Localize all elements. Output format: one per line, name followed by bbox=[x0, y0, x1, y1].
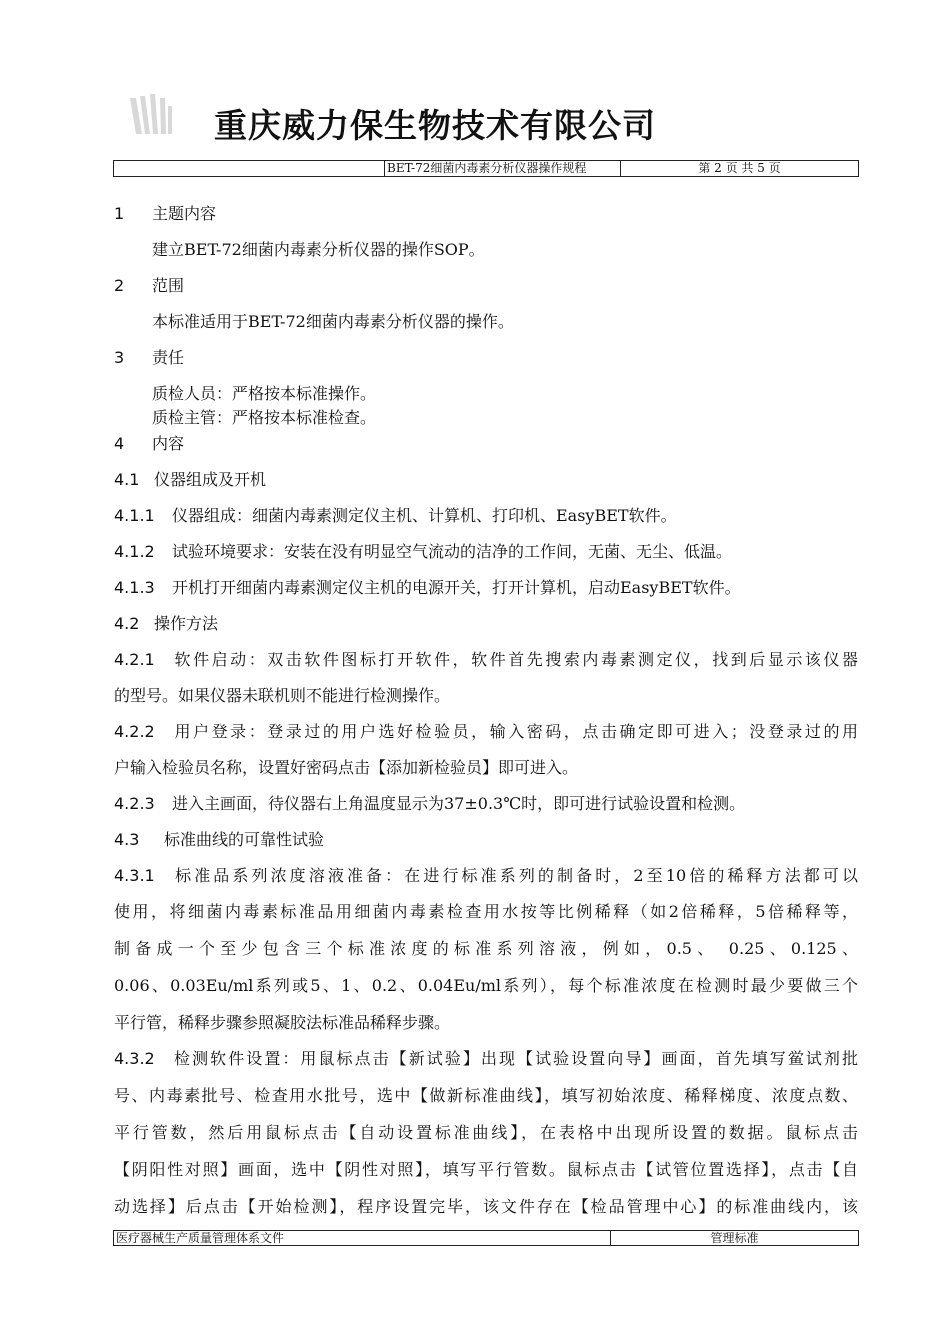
document-title: BET-72细菌内毒素分析仪器操作规程 bbox=[384, 161, 621, 176]
footer-table bbox=[113, 1230, 859, 1246]
footer-doc-system: 医疗器械生产质量管理体系文件 bbox=[114, 1231, 611, 1245]
company-logo-icon bbox=[126, 92, 174, 140]
section-3-body-2: 质检主管：严格按本标准检查。 bbox=[152, 408, 377, 427]
section-4-1-3: 4.1.3 开机打开细菌内毒素测定仪主机的电源开关，打开计算机，启动EasyBET软件。 bbox=[114, 578, 741, 597]
section-4-2-2-line-2: 户输入检验员名称，设置好密码点击【添加新检验员】即可进入。 bbox=[114, 758, 579, 777]
section-4-3-2-line-4: 【阴阳性对照】画面，选中【阴性对照】，填写平行管数。鼠标点击【试管位置选择】，点击【自 bbox=[114, 1160, 858, 1179]
section-4-3-2-line-5: 动选择】后点击【开始检测】，程序设置完毕，该文件存在【检品管理中心】的标准曲线内，该 bbox=[114, 1197, 858, 1216]
section-2-body: 本标准适用于BET-72细菌内毒素分析仪器的操作。 bbox=[152, 312, 514, 331]
section-4-3-2-line-3: 平行管数，然后用鼠标点击【自动设置标准曲线】，在表格中出现所设置的数据。鼠标点击 bbox=[114, 1123, 858, 1142]
section-4-3-1-line-5: 平行管，稀释步骤参照凝胶法标准品稀释步骤。 bbox=[114, 1013, 451, 1032]
section-4-3-1-line-2: 使用，将细菌内毒素标准品用细菌内毒素检查用水按等比例稀释（如2倍稀释，5倍稀释等， bbox=[114, 902, 858, 921]
section-4-3-2-line-2: 号、内毒素批号、检查用水批号，选中【做新标准曲线】，填写初始浓度、稀释梯度、浓度点数、 bbox=[114, 1086, 858, 1105]
section-4-1-heading: 4.1 仪器组成及开机 bbox=[114, 470, 267, 489]
section-4-heading: 4 内容 bbox=[114, 434, 185, 453]
section-4-3-1-line-4: 0.06、0.03Eu/ml系列或5、1、0.2、0.04Eu/ml系列），每个标准浓度在检测时最少要做三个 bbox=[114, 976, 858, 995]
section-2-heading: 2 范围 bbox=[114, 276, 185, 295]
section-1-heading: 1 主题内容 bbox=[114, 204, 217, 223]
section-1-body: 建立BET-72细菌内毒素分析仪器的操作SOP。 bbox=[152, 240, 485, 259]
header-table bbox=[113, 160, 859, 177]
section-4-2-1-line-2: 的型号。如果仪器未联机则不能进行检测操作。 bbox=[114, 686, 451, 705]
section-4-2-2-line-1: 4.2.2 用户登录：登录过的用户选好检验员，输入密码，点击确定即可进入；没登录过的用 bbox=[114, 722, 858, 741]
section-4-2-3: 4.2.3 进入主画面，待仪器右上角温度显示为37±0.3℃时，即可进行试验设置和检测。 bbox=[114, 794, 746, 813]
section-4-3-1-line-3: 制备成一个至少包含三个标准浓度的标准系列溶液，例如，0.5、 0.25、0.125、 bbox=[114, 939, 858, 958]
section-4-3-1-line-1: 4.3.1 标准品系列浓度溶液准备：在进行标准系列的制备时，2至10倍的稀释方法都可以 bbox=[114, 866, 858, 885]
section-4-3-2-line-1: 4.3.2 检测软件设置：用鼠标点击【新试验】出现【试验设置向导】画面，首先填写鲎试剂批 bbox=[114, 1049, 858, 1068]
section-4-3-heading: 4.3 标准曲线的可靠性试验 bbox=[114, 830, 325, 849]
header-cell-empty bbox=[114, 161, 384, 176]
section-3-body-1: 质检人员：严格按本标准操作。 bbox=[152, 384, 377, 403]
company-name: 重庆威力保生物技术有限公司 bbox=[214, 106, 656, 145]
page-info: 第 2 页 共 5 页 bbox=[698, 161, 781, 175]
section-4-2-heading: 4.2 操作方法 bbox=[114, 614, 219, 633]
footer-doc-type: 管理标准 bbox=[710, 1231, 759, 1245]
section-3-heading: 3 责任 bbox=[114, 348, 185, 367]
section-4-1-2: 4.1.2 试验环境要求：安装在没有明显空气流动的洁净的工作间，无菌、无尘、低温。 bbox=[114, 542, 733, 561]
section-4-1-1: 4.1.1 仪器组成：细菌内毒素测定仪主机、计算机、打印机、EasyBET软件。 bbox=[114, 506, 677, 525]
section-4-2-1-line-1: 4.2.1 软件启动：双击软件图标打开软件，软件首先搜索内毒素测定仪，找到后显示该仪器 bbox=[114, 650, 858, 669]
